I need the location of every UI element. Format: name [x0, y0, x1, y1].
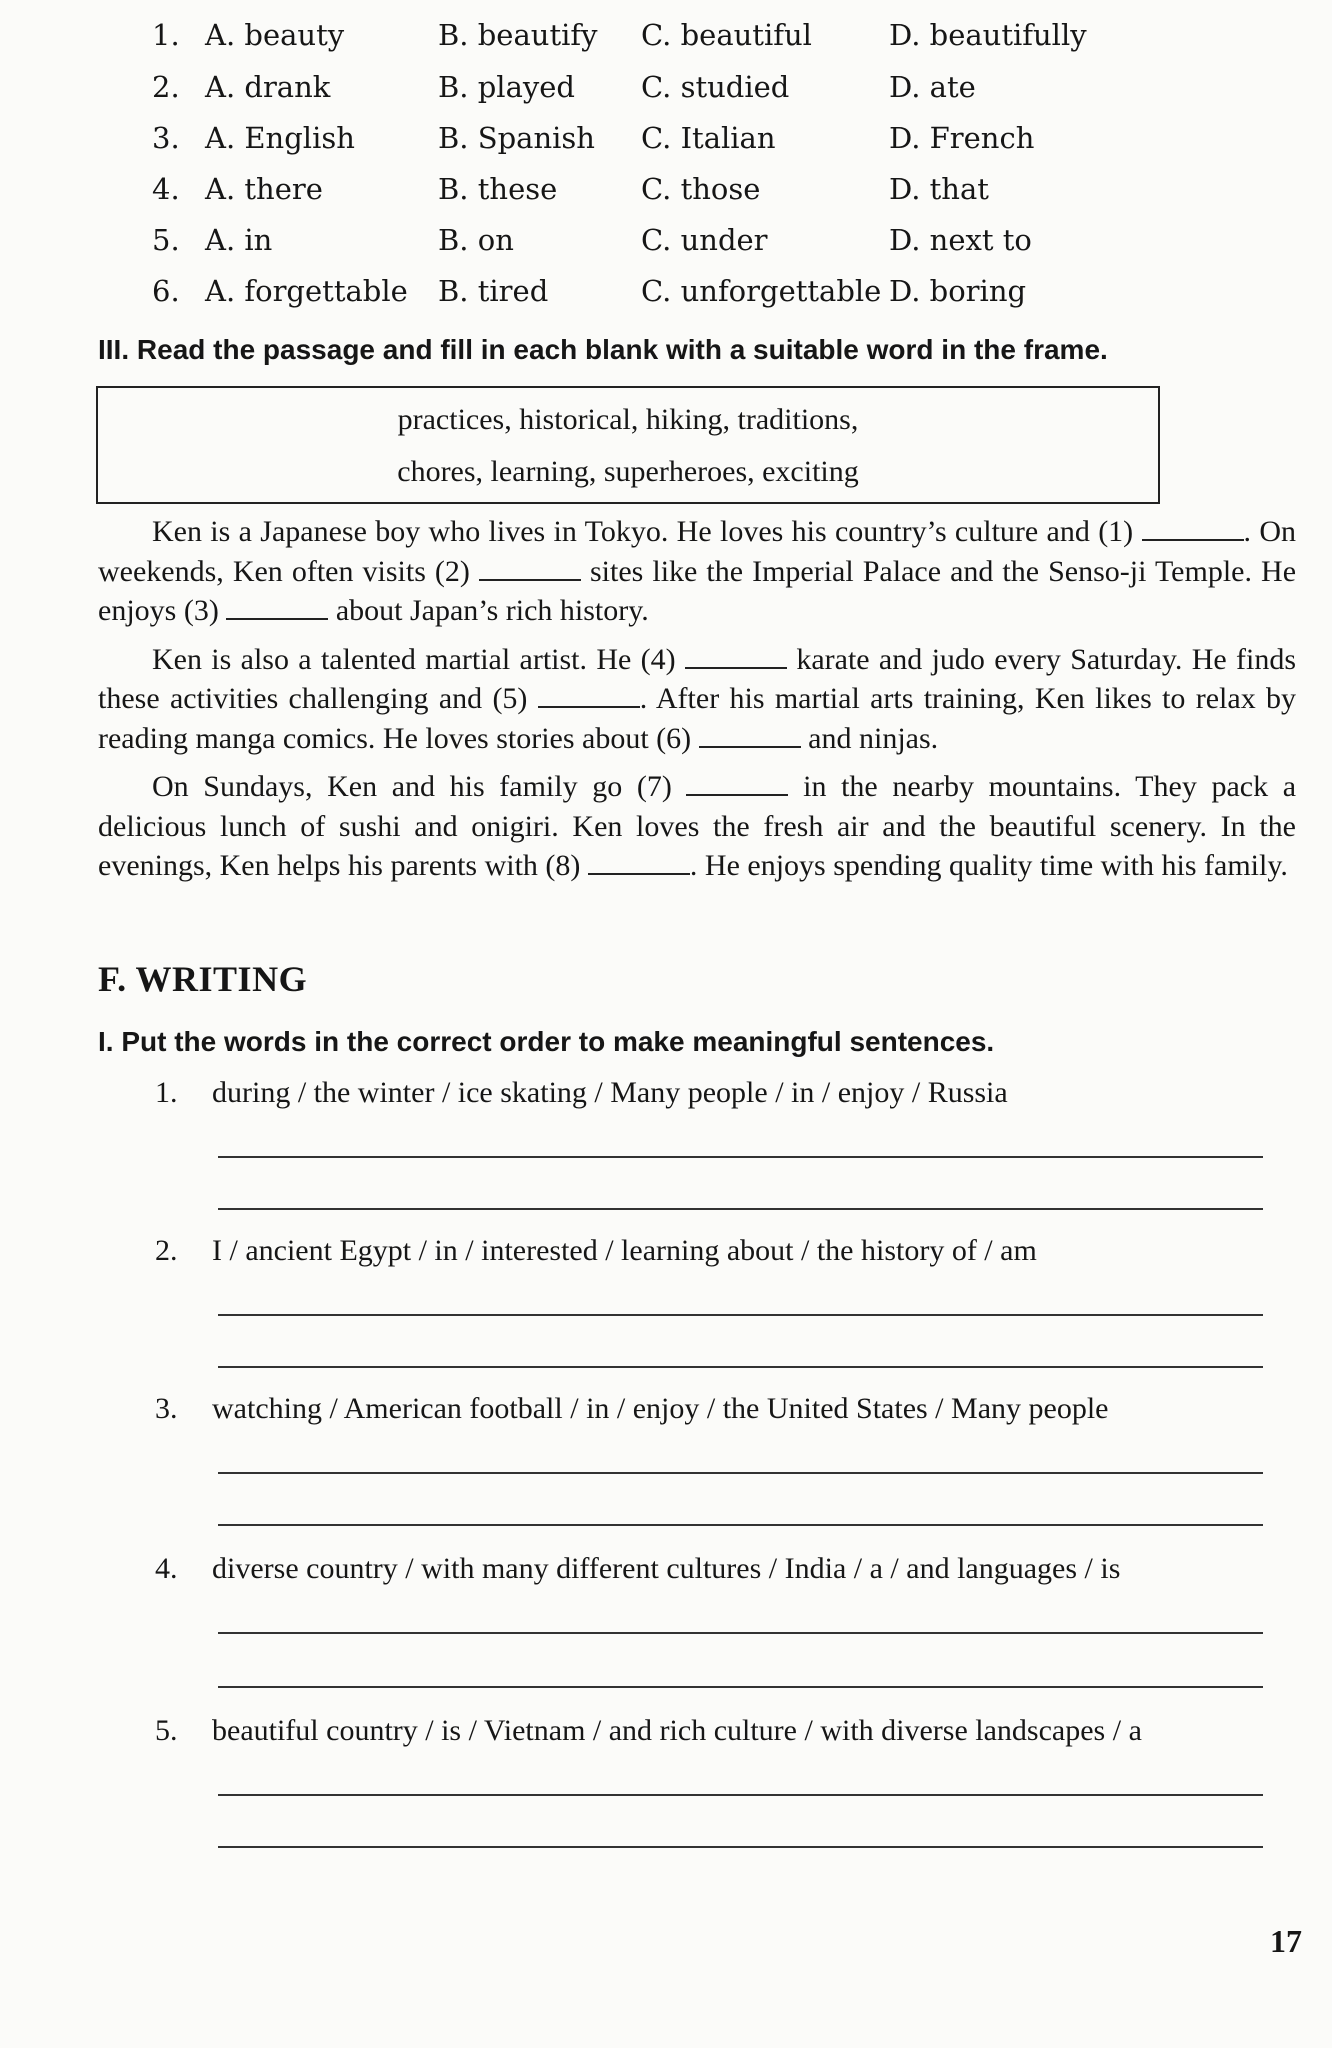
option-a: A. there	[205, 172, 323, 206]
answer-line[interactable]	[218, 1472, 1263, 1474]
blank-8[interactable]	[588, 849, 690, 875]
option-d: D. beautifully	[889, 18, 1087, 52]
scrambled-sentence	[155, 1234, 1305, 1268]
option-a: A. English	[205, 121, 355, 155]
option-d: D. that	[889, 172, 989, 206]
reading-heading: III. Read the passage and fill in each blank with a suitable word in the frame.	[98, 334, 1108, 365]
word-bank-line-1: practices, historical, hiking, traditions,	[397, 403, 859, 436]
answer-line[interactable]	[218, 1632, 1263, 1634]
answer-line[interactable]	[218, 1686, 1263, 1688]
option-row	[0, 70, 1332, 110]
option-c: C. those	[641, 172, 761, 206]
question-number: 1.	[152, 18, 180, 52]
blank-1[interactable]	[1142, 515, 1244, 541]
passage-text: Ken is a Japanese boy who lives in Tokyo. He loves his country’s culture and (1)	[152, 515, 1134, 548]
answer-line[interactable]	[218, 1794, 1263, 1796]
scrambled-sentence	[155, 1552, 1305, 1586]
blank-6[interactable]	[699, 722, 801, 748]
option-b: B. played	[438, 70, 575, 104]
blank-3[interactable]	[226, 594, 328, 620]
option-d: D. ate	[889, 70, 976, 104]
answer-line[interactable]	[218, 1314, 1263, 1316]
option-c: C. unforgettable	[641, 274, 882, 308]
item-number: 4.	[155, 1552, 178, 1585]
passage-text: Ken is also a talented martial artist. He (4)	[152, 642, 676, 676]
item-number: 3.	[155, 1392, 178, 1425]
option-a: A. drank	[205, 70, 331, 104]
option-b: B. tired	[438, 274, 549, 308]
option-c: C. studied	[641, 70, 790, 104]
passage-text: and ninjas.	[808, 721, 939, 755]
passage-text: On Sundays, Ken and his family go (7)	[152, 770, 672, 803]
section-title: F. WRITING	[98, 959, 308, 999]
option-d: D. boring	[889, 274, 1027, 308]
passage-paragraph-2	[98, 640, 1296, 759]
scrambled-words: during / the winter / ice skating / Many people / in / enjoy / Russia	[212, 1076, 1008, 1109]
question-number: 3.	[152, 121, 180, 155]
passage-paragraph-1	[98, 512, 1296, 631]
blank-5[interactable]	[538, 682, 640, 708]
option-row	[0, 172, 1332, 212]
answer-line[interactable]	[218, 1524, 1263, 1526]
blank-2[interactable]	[479, 555, 581, 581]
option-d: D. next to	[889, 223, 1032, 257]
option-row	[0, 274, 1332, 314]
question-number: 6.	[152, 274, 180, 308]
passage-text: . He enjoys spending quality time with his family.	[689, 849, 1288, 882]
writing-heading: I. Put the words in the correct order to make meaningful sentences.	[98, 1026, 995, 1057]
item-number: 1.	[155, 1076, 178, 1109]
scrambled-sentence	[155, 1714, 1305, 1748]
passage-text: sites like the Imperial Palace and the Senso-ji Temple. He enjoys (3)	[98, 554, 1297, 627]
reading-passage	[98, 512, 1296, 895]
answer-line[interactable]	[218, 1366, 1263, 1368]
passage-text: about Japan’s rich history.	[335, 594, 649, 627]
option-b: B. Spanish	[438, 121, 595, 155]
answer-line[interactable]	[218, 1208, 1263, 1210]
page-number: 17	[1270, 1923, 1302, 1959]
word-bank-box	[96, 386, 1160, 504]
answer-line[interactable]	[218, 1846, 1263, 1848]
passage-text: karate and judo every Saturday. He finds these activities challenging and (5)	[98, 642, 1297, 715]
option-row	[0, 18, 1332, 58]
passage-paragraph-3	[98, 767, 1296, 886]
answer-line[interactable]	[218, 1156, 1263, 1158]
item-number: 5.	[155, 1714, 178, 1747]
option-a: A. beauty	[205, 18, 345, 52]
passage-text: . On weekends, Ken often visits (2)	[98, 515, 1296, 588]
scrambled-sentence	[155, 1392, 1305, 1426]
option-d: D. French	[889, 121, 1035, 155]
option-row	[0, 121, 1332, 161]
passage-text: in the nearby mountains. They pack a delicious lunch of sushi and onigiri. Ken loves the fresh air and the beautiful scenery. In the evenings, Ken helps his parents with (8)	[98, 770, 1297, 882]
option-a: A. forgettable	[205, 274, 408, 308]
blank-4[interactable]	[685, 643, 787, 669]
scrambled-words: diverse country / with many different cultures / India / a / and languages / is	[212, 1552, 1121, 1585]
word-bank-line-2: chores, learning, superheroes, exciting	[397, 455, 859, 488]
option-b: B. beautify	[438, 18, 598, 52]
option-b: B. on	[438, 223, 514, 257]
option-row	[0, 223, 1332, 263]
item-number: 2.	[155, 1234, 178, 1267]
passage-text: . After his martial arts training, Ken likes to relax by reading manga comics. He loves stories about (6)	[98, 682, 1296, 755]
scrambled-words: beautiful country / is / Vietnam / and rich culture / with diverse landscapes / a	[212, 1714, 1142, 1747]
option-c: C. under	[641, 223, 768, 257]
scrambled-words: I / ancient Egypt / in / interested / learning about / the history of / am	[212, 1234, 1037, 1267]
option-b: B. these	[438, 172, 558, 206]
option-c: C. beautiful	[641, 18, 812, 52]
question-number: 5.	[152, 223, 180, 257]
scrambled-sentence	[155, 1076, 1305, 1110]
question-number: 2.	[152, 70, 180, 104]
question-number: 4.	[152, 172, 180, 206]
scrambled-words: watching / American football / in / enjoy / the United States / Many people	[212, 1392, 1109, 1425]
option-a: A. in	[205, 223, 273, 257]
option-c: C. Italian	[641, 121, 776, 155]
blank-7[interactable]	[686, 770, 788, 796]
